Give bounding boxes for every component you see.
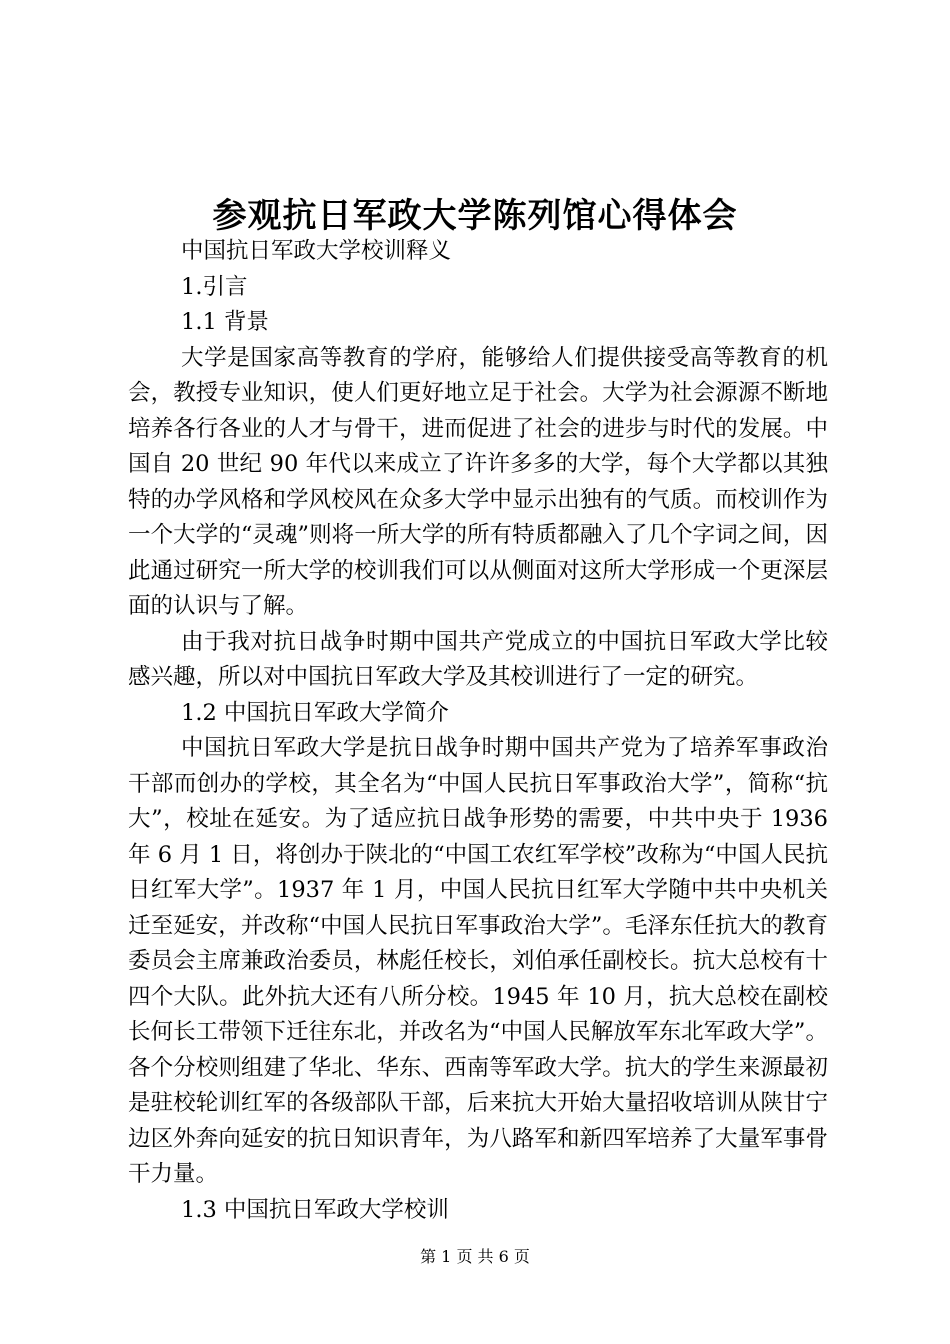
section-heading-1-2: 1.2 中国抗日军政大学简介 xyxy=(181,699,449,726)
paragraph-background: 大学是国家高等教育的学府，能够给人们提供接受高等教育的机会，教授专业知识，使人们更好地立足于社会。大学为社会源源不断地培养各行各业的人才与骨干，进而促进了社会的进步与时代的发展。中国自 20 世纪 90 年代以来成立了许许多多的大学，每个大学都以其独特的办学风格和学风校风在众多大学中显示出独有的气质。而校训作为一个大学的“灵魂”则将一所大学的所有特质都融入了几个字词之间，因此通过研究一所大学的校训我们可以从侧面对这所大学形成一个更深层面的认识与了解。 xyxy=(128,344,828,619)
section-heading-1: 1.引言 xyxy=(181,273,248,300)
subtitle: 中国抗日军政大学校训释义 xyxy=(181,238,452,264)
paragraph-introduction: 中国抗日军政大学是抗日战争时期中国共产党为了培养军事政治干部而创办的学校，其全名为“中国人民抗日军事政治大学”，简称“抗大”，校址在延安。为了适应抗日战争形势的需要，中共中央于 1936 年 6 月 1 日，将创办于陕北的“中国工农红军学校”改称为“中国人民抗日红军大学”。1937 年 1 月，中国人民抗日红军大学随中共中央机关迁至延安，并改称“中国人民抗日军事政治大学”。毛泽东任抗大的教育委员会主席兼政治委员，林彪任校长，刘伯承任副校长。抗大总校有十四个大队。此外抗大还有八所分校。1945 年 10 月，抗大总校在副校长何长工带领下迁往东北，并改名为“中国人民解放军东北军政大学”。各个分校则组建了华北、华东、西南等军政大学。抗大的学生来源最初是驻校轮训红军的各级部队干部，后来抗大开始大量招收培训从陕甘宁边区外奔向延安的抗日知识青年，为八路军和新四军培养了大量军事骨干力量。 xyxy=(128,735,828,1187)
document-title: 参观抗日军政大学陈列馆心得体会 xyxy=(212,196,738,236)
section-heading-1-3: 1.3 中国抗日军政大学校训 xyxy=(181,1196,449,1223)
page-number-footer: 第 1 页 共 6 页 xyxy=(420,1247,530,1266)
document-body xyxy=(128,234,828,1228)
section-heading-1-1: 1.1 背景 xyxy=(181,309,269,335)
paragraph-interest: 由于我对抗日战争时期中国共产党成立的中国抗日军政大学比较感兴趣，所以对中国抗日军政大学及其校训进行了一定的研究。 xyxy=(128,628,828,690)
